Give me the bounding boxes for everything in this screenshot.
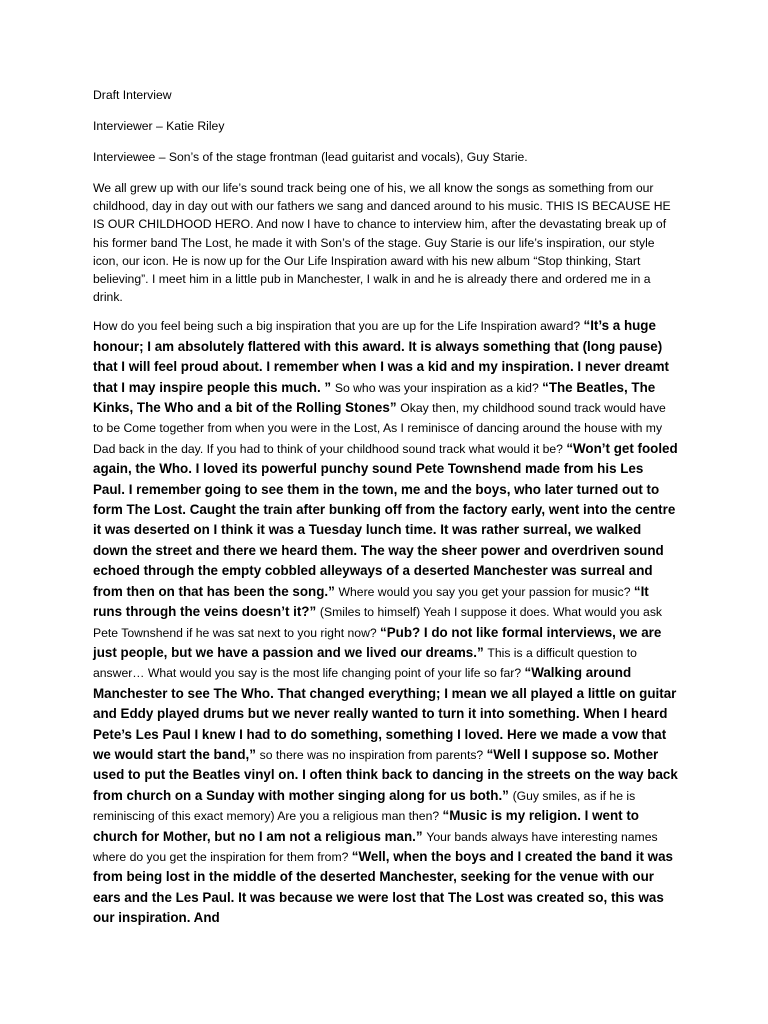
question-text: Your bands always have interesting names where do you get the inspiration for them from?: [93, 829, 658, 864]
question-text: Okay then, my childhood sound track would have to be Come together from when you were in the Lost, As I reminisce of dancing around the house with my Dad back in the day. If you had to think of your childhood sound track what would it be?: [93, 401, 666, 456]
interviewer-line: Interviewer – Katie Riley: [93, 119, 225, 133]
question-text: How do you feel being such a big inspiration that you are up for the Life Inspiration award?: [93, 319, 584, 334]
answer-text: “Music is my religion. I went to church for Mother, but no I am not a religious man.”: [93, 808, 639, 844]
question-text: so there was no inspiration from parents?: [259, 747, 487, 762]
answer-text: “It’s a huge honour; I am absolutely flattered with this award. It is always something that (long pause) that I will feel proud about. I remember when I was a kid and my inspiration. I never dreamt that I may inspire people this much. ”: [93, 318, 669, 395]
interviewee-line: Interviewee – Son’s of the stage frontman (lead guitarist and vocals), Guy Starie.: [93, 150, 528, 164]
answer-text: “Well, when the boys and I created the band it was from being lost in the middle of the deserted Manchester, seeking for the venue with our ears and the Les Paul. It was because we were lost that The Lost was created so, this was our inspiration. And: [93, 848, 673, 926]
answer-text: “Won’t get fooled again, the Who. I loved its powerful punchy sound Pete Townshend made from his Les Paul. I remember going to see them in the town, me and the boys, who later turned out to form The Lost. Caught the train after bunking off from the factory early, went into the centre it was deserted on I think it was a Tuesday lunch time. It was rather surreal, we walked down the street and there we heard them. The way the sheer power and overdriven sound echoed through the empty cobbled alleyways of a deserted Manchester was surreal and from then on that has been the song.”: [93, 440, 678, 599]
answer-text: “Walking around Manchester to see The Who. That changed everything; I mean we all played a little on guitar and Eddy played drums but we never really wanted to turn it into something. When I heard Pete’s Les Paul I knew I had to do something, something I loved. Here we made a vow that we would start the band,”: [93, 665, 677, 762]
answer-text: “It runs through the veins doesn’t it?”: [93, 583, 649, 620]
question-text: (Guy smiles, as if he is reminiscing of this exact memory) Are you a religious man then?: [93, 788, 636, 824]
answer-text: “Well I suppose so. Mother used to put the Beatles vinyl on. I often think back to dancing in the streets on the way back from church on a Sunday with mother singing along for us both.”: [93, 746, 678, 803]
document-body: [93, 86, 679, 929]
question-text: (Smiles to himself) Yeah I suppose it does. What would you ask Pete Townshend if he was sat next to you right now?: [93, 605, 663, 640]
question-text: Where would you say you get your passion for music?: [338, 584, 634, 599]
answer-text: “Pub? I do not like formal interviews, we are just people, but we have a passion and we lived our dreams.”: [93, 624, 662, 660]
interview-paragraph: [93, 316, 679, 928]
document-title: Draft Interview: [93, 88, 172, 102]
intro-paragraph: We all grew up with our life’s sound track being one of his, we all know the songs as something from our childhood, day in day out with our fathers we sang and danced around to his music. THIS IS BECAUSE HE IS OUR CHILDHOOD HERO. And now I have to chance to interview him, after the devastating break up of his former band The Lost, he made it with Son’s of the stage. Guy Starie is our life’s inspiration, our style icon, our icon. He is now up for the Our Life Inspiration award with his new album “Stop thinking, Start believing”. I meet him in a little pub in Manchester, I walk in and he is already there and ordered me in a drink.: [93, 181, 671, 305]
question-text: This is a difficult question to answer… What would you say is the most life changing point of your life so far?: [93, 645, 637, 681]
question-text: So who was your inspiration as a kid?: [334, 380, 543, 395]
answer-text: “The Beatles, The Kinks, The Who and a bit of the Rolling Stones”: [93, 379, 656, 416]
